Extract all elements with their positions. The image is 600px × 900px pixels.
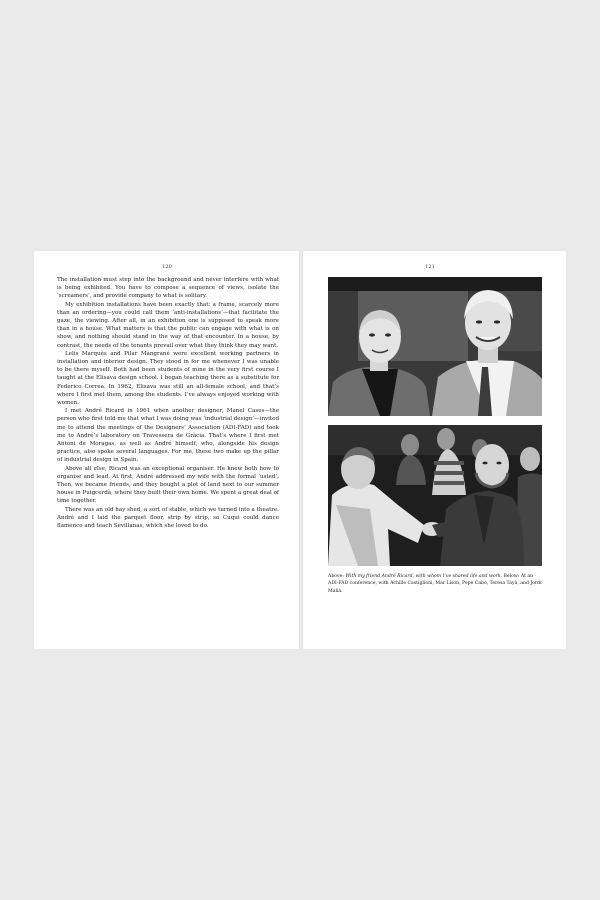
photo-caption [328, 573, 542, 595]
paragraph: Lelis Marquès and Pilar Mangrané were excellent working partners in installation and interior design. They stood in for me whenever I was unable to be there myself. Both had been students of mine in the very first course I taught at the Elisava design school. I began teaching there as a substitute for Federico Correa. In 1962, Elisava was still an all-female school, and that’s where I first met them, among the students. I’ve always enjoyed working with women. [57, 350, 279, 407]
page-number-left: 120 [162, 264, 172, 270]
photo-two-men-portrait [328, 277, 542, 416]
page-number-right: 121 [425, 264, 435, 270]
caption-above-prefix: Above: [328, 574, 346, 579]
caption-below-text: At an ADI-FAD conference, with Achille Castiglioni, Mar Lisón, Pepe Cabo, Teresa Tayà, and Jordi Mañà. [328, 574, 542, 594]
left-page [34, 251, 299, 649]
body-text [57, 276, 279, 530]
paragraph: My exhibition installations have been exactly that: a frame, scarcely more than an ordering—you could call them ‘anti-installations’—that facilitate the gaze, the viewing. After all, in an exhibition one is supposed to speak more than in a house. What matters is that the public can engage with what is on show, and nothing should stand in the way of that encounter. In a house, by contrast, the needs of the tenants prevail over what they think they may want. [57, 301, 279, 349]
right-page [303, 251, 566, 649]
paragraph: There was an old hay shed, a sort of stable, which we turned into a theatre. André and I laid the parquet floor, strip by strip, so Cuqui could dance flamenco and teach Sevillanas, which she loved to do. [57, 506, 279, 530]
photo-conference-group [328, 425, 542, 566]
paragraph: Above all else, Ricard was an exceptional organiser. He knew both how to organise and lead. At first, André addressed my wife with the formal ‘usted’. Then, we became friends, and they bought a plot of land next to our summer house in Puigcerdà, where they built their own home. We spent a great deal of time together. [57, 465, 279, 505]
book-spread [34, 251, 566, 649]
paragraph: I met André Ricard in 1961 when another designer, Manel Cases—the person who first told me that what I was doing was ‘industrial design’—invited me to attend the meetings of the Designers’ Association (ADI-FAD) and took me to André’s laboratory on Travessera de Gràcia. That’s where I first met Antoni de Moragas, as well as André himself, who, alongside his design practice, also spoke several languages. For me, these two make up the pillar of industrial design in Spain. [57, 408, 279, 464]
paragraph: The installation must step into the background and never interfere with what is being exhibited. You have to compose a sequence of views, isolate the ‘screamers’, and provide company to what is solitary. [57, 277, 279, 300]
caption-above-text: With my friend André Ricard, with whom I’ve shared life and work. [345, 574, 503, 579]
caption-below-prefix: Below: [502, 574, 521, 579]
